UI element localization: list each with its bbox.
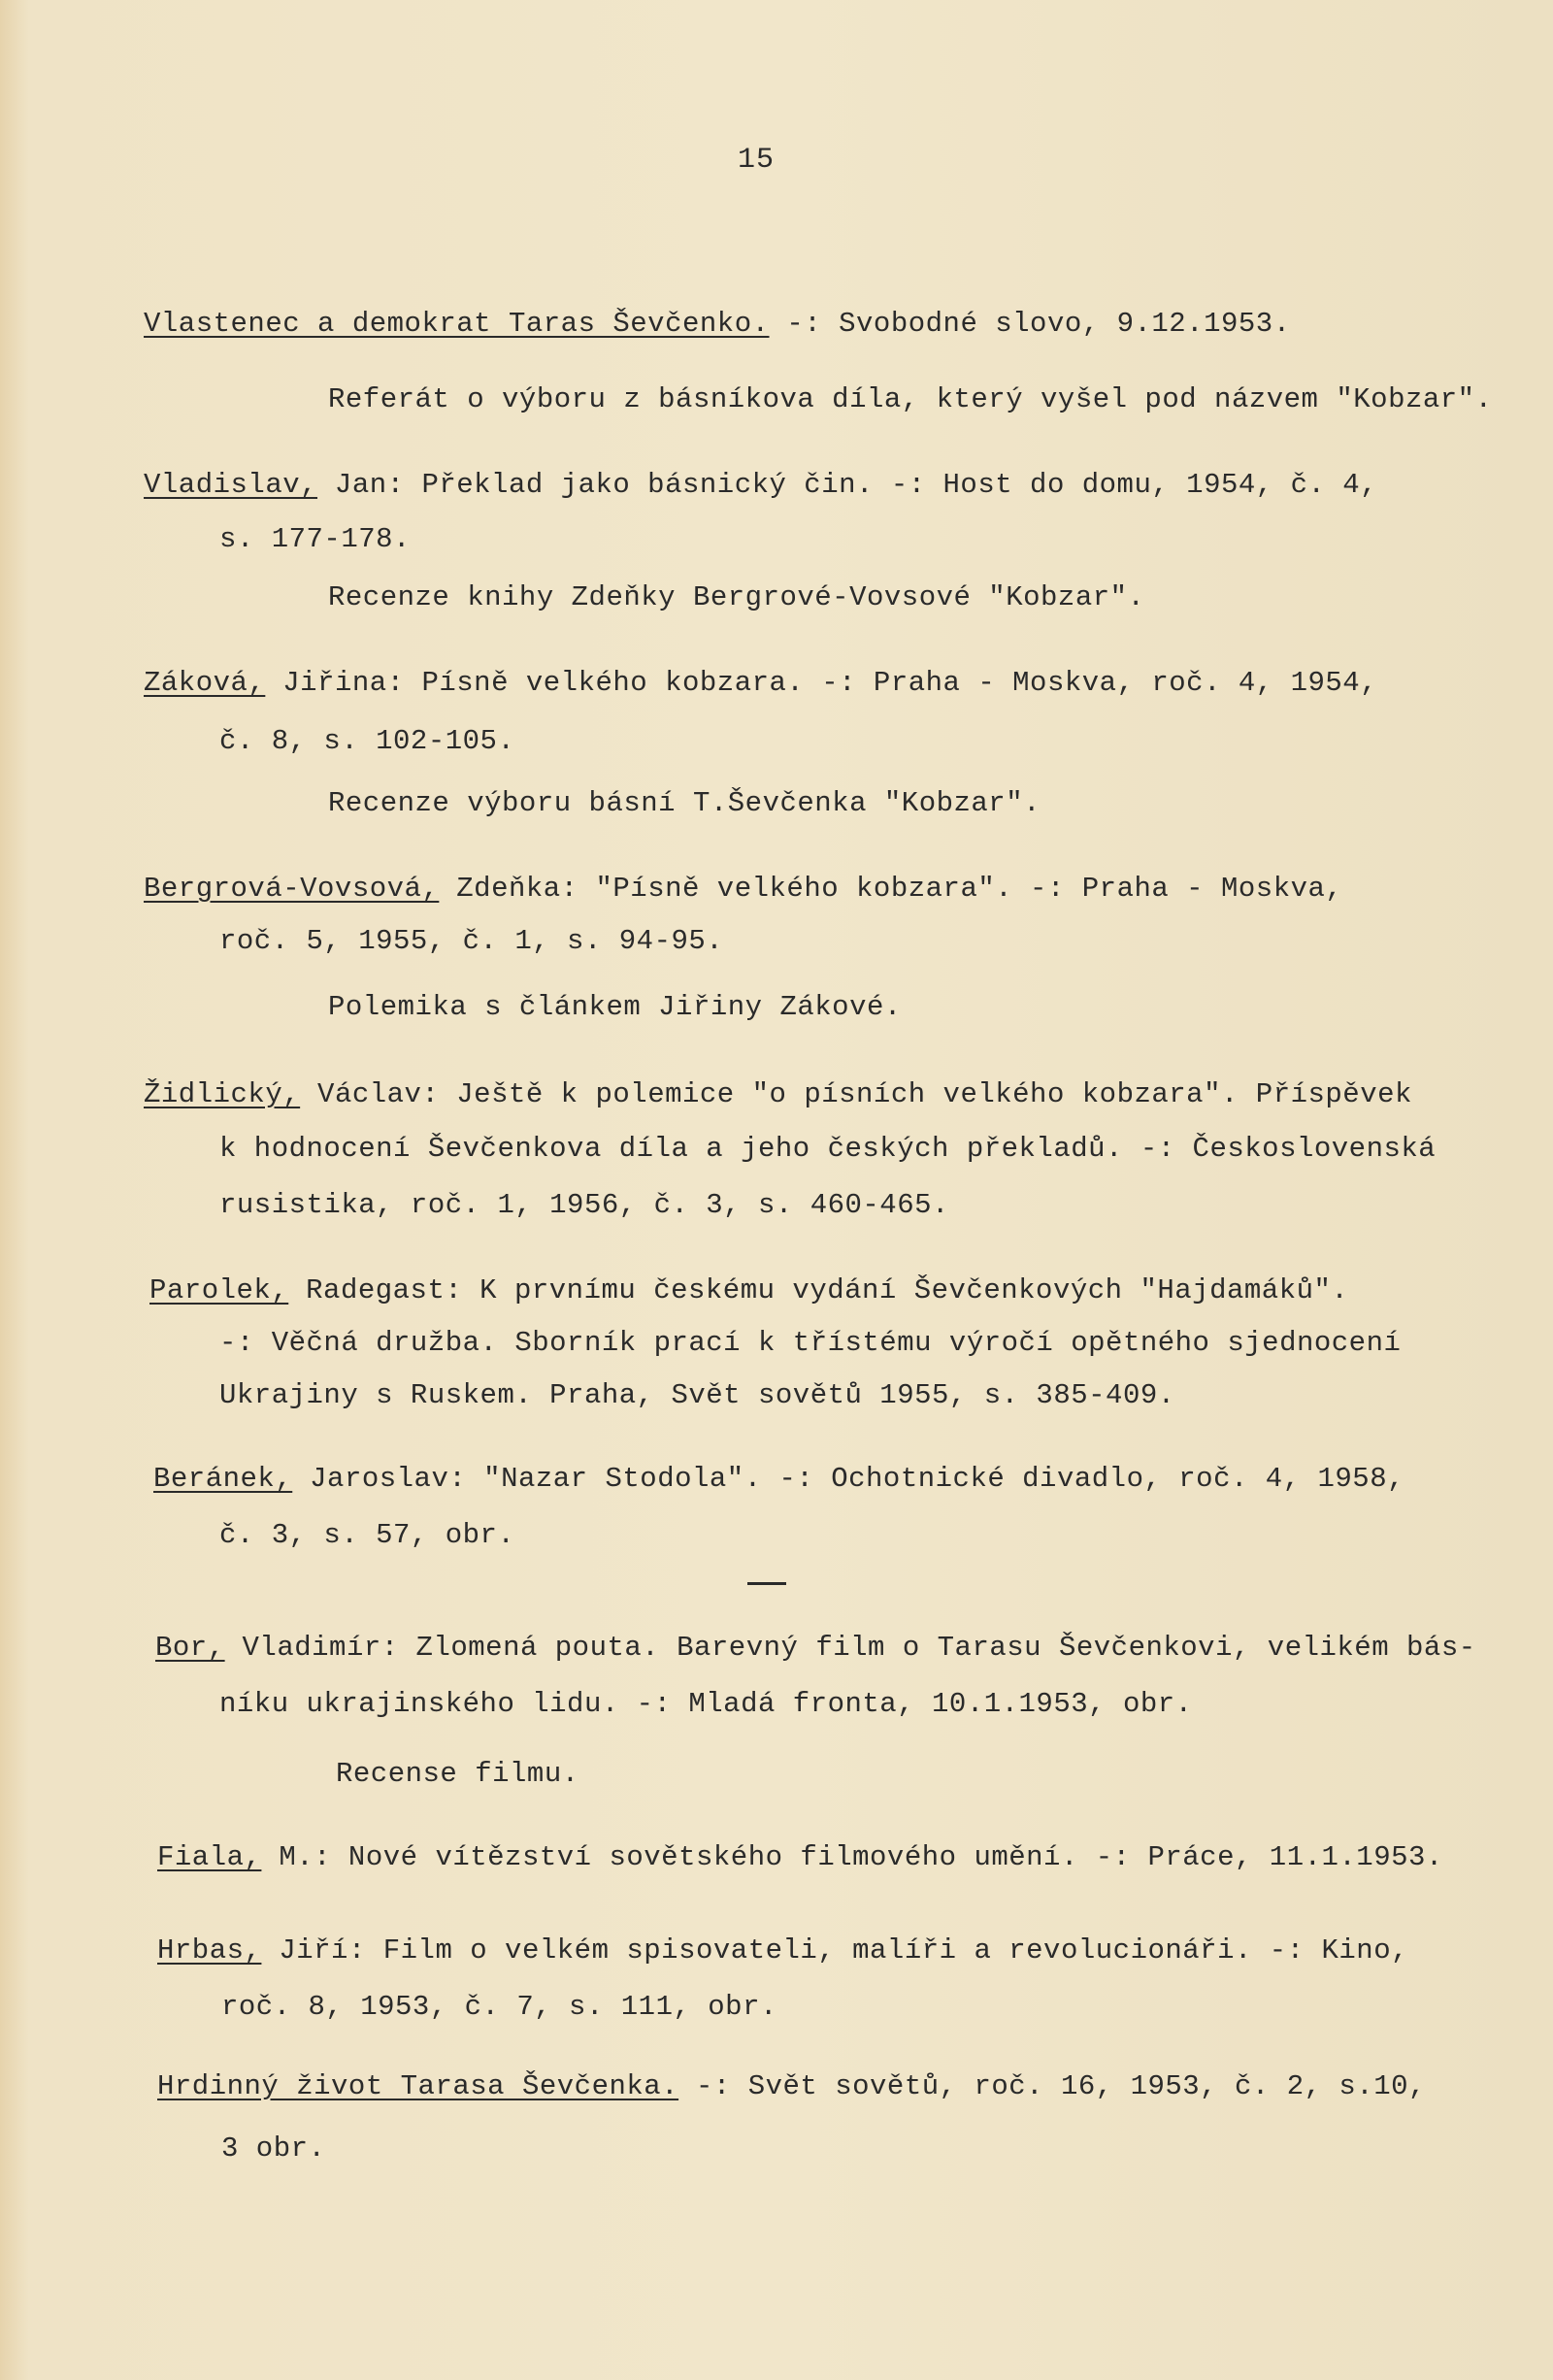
entry-line	[144, 1075, 1412, 1114]
entry-line: č. 3, s. 57, obr.	[219, 1519, 515, 1551]
entry-line: rusistika, roč. 1, 1956, č. 3, s. 460-465.	[219, 1189, 949, 1221]
entry-text: -: Svět sovětů, roč. 16, 1953, č. 2, s.10,	[678, 2070, 1426, 2102]
entry-line: k hodnocení Ševčenkova díla a jeho českých překladů. -: Československá	[219, 1133, 1437, 1165]
entry-line: roč. 5, 1955, č. 1, s. 94-95.	[219, 925, 724, 957]
entry-annotation: Recenze knihy Zdeňky Bergrové-Vovsové "Kobzar".	[328, 581, 1145, 613]
entry-annotation: Polemika s článkem Jiřiny Zákové.	[328, 991, 902, 1023]
section-divider	[747, 1582, 786, 1585]
entry-line: č. 8, s. 102-105.	[219, 725, 515, 757]
entry-line	[144, 466, 1377, 505]
entry-text: Jaroslav: "Nazar Stodola". -: Ochotnické divadlo, roč. 4, 1958,	[292, 1463, 1405, 1495]
entry-heading: Beránek,	[153, 1463, 293, 1495]
entry-heading: Bor,	[155, 1632, 225, 1664]
entry-text: Vladimír: Zlomená pouta. Barevný film o Tarasu Ševčenkovi, velikém bás-	[224, 1632, 1476, 1664]
entry-line	[153, 1460, 1404, 1499]
entry-heading: Vlastenec a demokrat Taras Ševčenko.	[144, 308, 770, 340]
entry-line	[144, 305, 1291, 344]
entry-heading: Záková,	[144, 667, 266, 699]
entry-line	[144, 870, 1342, 909]
entry-text: Jan: Překlad jako básnický čin. -: Host do domu, 1954, č. 4,	[317, 469, 1378, 501]
entry-line: roč. 8, 1953, č. 7, s. 111, obr.	[221, 1991, 777, 2023]
entry-line	[155, 1629, 1476, 1668]
entry-line: Ukrajiny s Ruskem. Praha, Svět sovětů 1955, s. 385-409.	[219, 1379, 1175, 1411]
entry-text: Václav: Ještě k polemice "o písních velkého kobzara". Příspěvek	[300, 1078, 1412, 1110]
entry-text: Radegast: K prvnímu českému vydání Ševčenkových "Hajdamáků".	[288, 1274, 1349, 1306]
entry-line	[157, 1838, 1443, 1877]
entry-text: Jiří: Film o velkém spisovateli, malíři a revolucionáři. -: Kino,	[261, 1934, 1409, 1967]
entry-heading: Židlický,	[144, 1078, 301, 1110]
entry-line	[157, 1932, 1408, 1970]
entry-text: Jiřina: Písně velkého kobzara. -: Praha - Moskva, roč. 4, 1954,	[265, 667, 1378, 699]
entry-text: Zdeňka: "Písně velkého kobzara". -: Praha - Moskva,	[439, 873, 1343, 905]
entry-line	[157, 2067, 1426, 2106]
entry-annotation: Recenze výboru básní T.Ševčenka "Kobzar".	[328, 787, 1041, 819]
page-number: 15	[738, 144, 776, 177]
entry-line: -: Věčná družba. Sborník prací k třístému výročí opětného sjednocení	[219, 1327, 1402, 1359]
entry-annotation: Referát o výboru z básníkova díla, který vyšel pod názvem "Kobzar".	[328, 383, 1493, 415]
entry-heading: Vladislav,	[144, 469, 318, 501]
entry-line: 3 obr.	[221, 2132, 326, 2165]
entry-line: s. 177-178.	[219, 523, 411, 555]
entry-text: M.: Nové vítězství sovětského filmového umění. -: Práce, 11.1.1953.	[261, 1841, 1443, 1873]
entry-heading: Fiala,	[157, 1841, 262, 1873]
entry-annotation: Recense filmu.	[336, 1758, 579, 1790]
entry-line	[149, 1272, 1348, 1310]
entry-heading: Hrdinný život Tarasa Ševčenka.	[157, 2070, 679, 2102]
entry-heading: Bergrová-Vovsová,	[144, 873, 440, 905]
entry-line: níku ukrajinského lidu. -: Mladá fronta, 10.1.1953, obr.	[219, 1688, 1193, 1720]
entry-heading: Hrbas,	[157, 1934, 262, 1967]
entry-line	[144, 664, 1377, 703]
entry-heading: Parolek,	[149, 1274, 289, 1306]
entry-text: -: Svobodné slovo, 9.12.1953.	[769, 308, 1291, 340]
